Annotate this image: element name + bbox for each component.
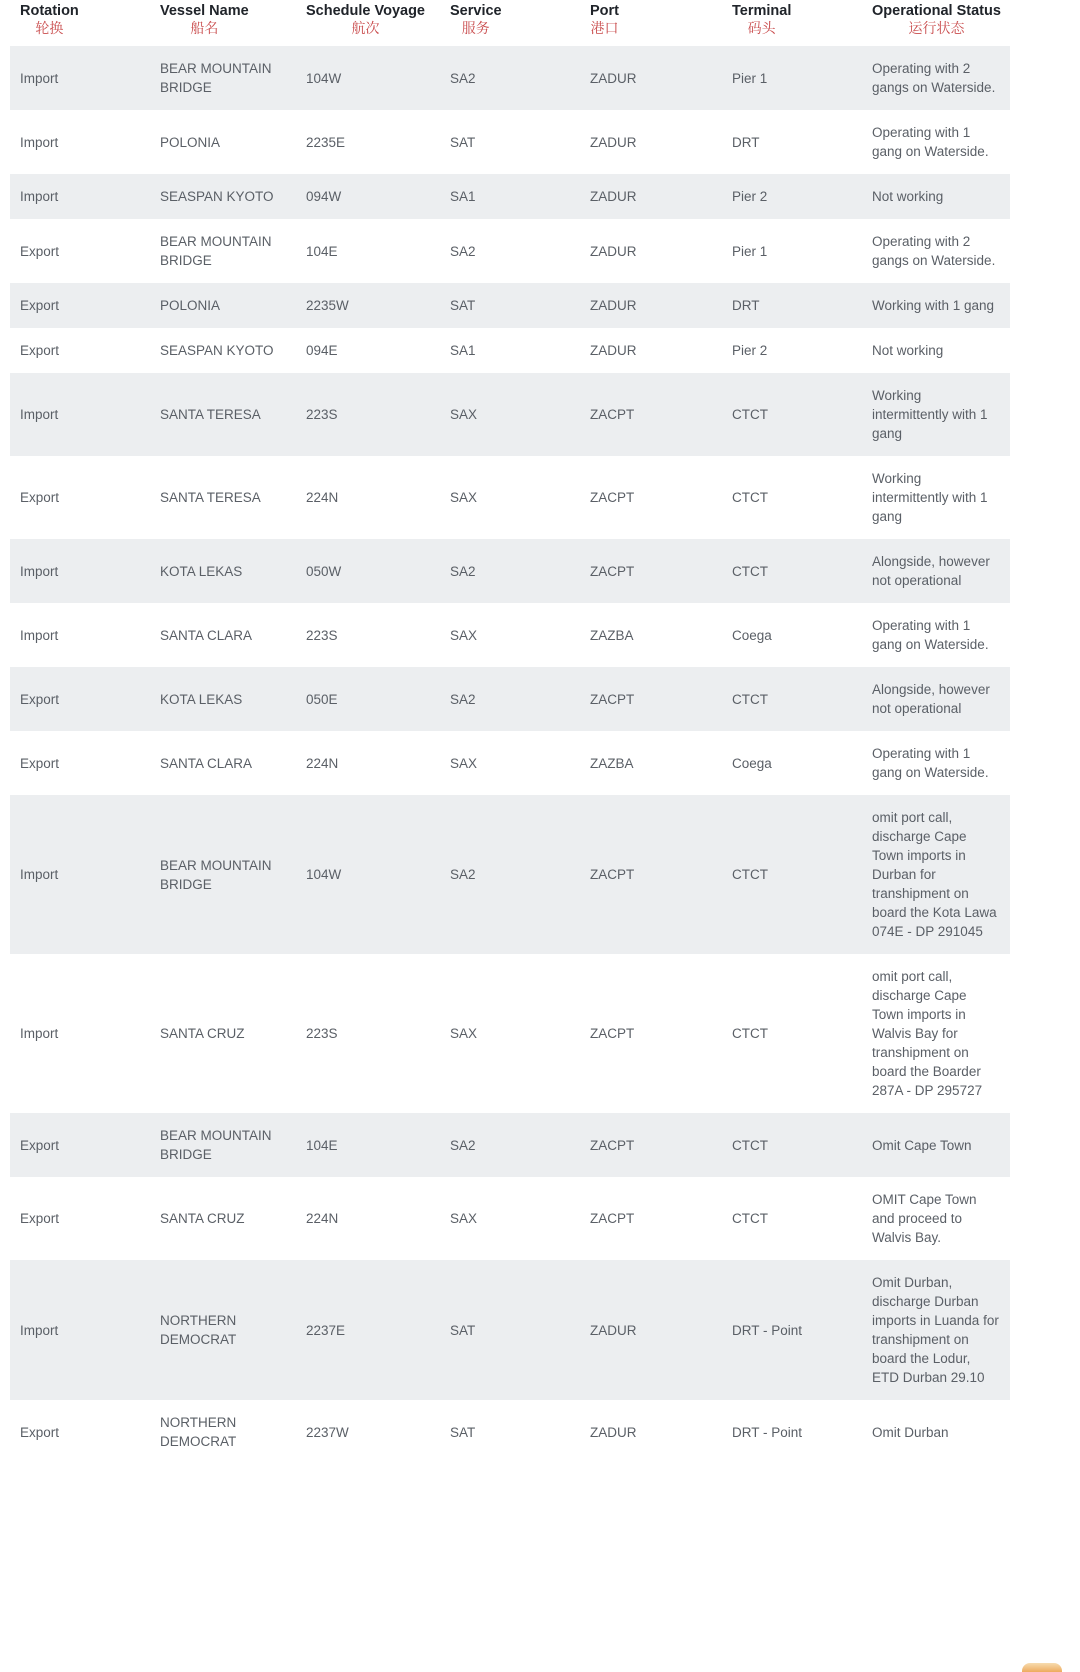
- cell-port: ZADUR: [580, 283, 722, 328]
- column-header-port-zh: 港口: [590, 20, 619, 36]
- cell-voyage: 2237E: [296, 1260, 440, 1400]
- cell-rotation: Export: [10, 283, 150, 328]
- cell-rotation: Import: [10, 603, 150, 667]
- cell-terminal: Coega: [722, 603, 862, 667]
- cell-terminal: DRT: [722, 110, 862, 174]
- cell-service: SAX: [440, 954, 580, 1113]
- column-header-terminal: [722, 2, 862, 44]
- table-header-row: [10, 2, 1010, 44]
- cell-port: ZACPT: [580, 456, 722, 539]
- cell-port: ZACPT: [580, 795, 722, 954]
- cell-terminal: Pier 2: [722, 328, 862, 373]
- cell-rotation: Import: [10, 795, 150, 954]
- cell-vessel: KOTA LEKAS: [150, 667, 296, 731]
- cell-status: Not working: [862, 174, 1010, 219]
- column-header-service-en: Service: [450, 3, 502, 19]
- cell-rotation: Import: [10, 174, 150, 219]
- cell-voyage: 2235W: [296, 283, 440, 328]
- cell-voyage: 2235E: [296, 110, 440, 174]
- cell-port: ZAZBA: [580, 603, 722, 667]
- cell-vessel: SANTA CRUZ: [150, 954, 296, 1113]
- cell-voyage: 223S: [296, 603, 440, 667]
- table-row: [10, 219, 1010, 283]
- cell-terminal: CTCT: [722, 1177, 862, 1260]
- cell-service: SAT: [440, 1400, 580, 1464]
- cell-vessel: SANTA CRUZ: [150, 1177, 296, 1260]
- cell-rotation: Import: [10, 954, 150, 1113]
- cell-status: Not working: [862, 328, 1010, 373]
- bottom-spacer: [0, 1464, 1080, 1584]
- cell-port: ZADUR: [580, 1400, 722, 1464]
- cell-status: Working intermittently with 1 gang: [862, 456, 1010, 539]
- cell-voyage: 104E: [296, 219, 440, 283]
- column-header-schedule-voyage: [296, 2, 440, 44]
- cell-rotation: Export: [10, 1400, 150, 1464]
- cell-rotation: Import: [10, 44, 150, 110]
- column-header-port: [580, 2, 722, 44]
- cell-port: ZACPT: [580, 954, 722, 1113]
- column-header-service-zh: 服务: [461, 20, 490, 36]
- cell-vessel: BEAR MOUNTAIN BRIDGE: [150, 1113, 296, 1177]
- table-row: [10, 1400, 1010, 1464]
- column-header-vessel-name: [150, 2, 296, 44]
- cell-vessel: SANTA CLARA: [150, 731, 296, 795]
- cell-service: SAX: [440, 603, 580, 667]
- table-row: [10, 1177, 1010, 1260]
- cell-status: Omit Cape Town: [862, 1113, 1010, 1177]
- table-header: [10, 2, 1010, 44]
- column-header-rotation-zh: 轮换: [35, 20, 64, 36]
- cell-terminal: DRT: [722, 283, 862, 328]
- cell-rotation: Export: [10, 1113, 150, 1177]
- cell-status: Operating with 2 gangs on Waterside.: [862, 219, 1010, 283]
- cell-port: ZADUR: [580, 174, 722, 219]
- column-header-rotation-en: Rotation: [20, 3, 79, 19]
- vessel-status-table-wrap: [10, 0, 1010, 1464]
- cell-terminal: Pier 1: [722, 219, 862, 283]
- table-row: [10, 456, 1010, 539]
- cell-status: Operating with 2 gangs on Waterside.: [862, 44, 1010, 110]
- cell-terminal: CTCT: [722, 456, 862, 539]
- table-row: [10, 110, 1010, 174]
- cell-rotation: Export: [10, 456, 150, 539]
- cell-service: SAX: [440, 373, 580, 456]
- cell-terminal: CTCT: [722, 539, 862, 603]
- cell-status: Omit Durban: [862, 1400, 1010, 1464]
- cell-rotation: Import: [10, 539, 150, 603]
- cell-port: ZADUR: [580, 328, 722, 373]
- table-row: [10, 539, 1010, 603]
- cell-voyage: 104W: [296, 795, 440, 954]
- cell-status: Operating with 1 gang on Waterside.: [862, 603, 1010, 667]
- cell-terminal: DRT - Point: [722, 1400, 862, 1464]
- table-row: [10, 1113, 1010, 1177]
- table-row: [10, 328, 1010, 373]
- cell-vessel: POLONIA: [150, 110, 296, 174]
- table-row: [10, 795, 1010, 954]
- cell-rotation: Export: [10, 667, 150, 731]
- table-row: [10, 954, 1010, 1113]
- column-header-port-en: Port: [590, 3, 619, 19]
- cell-vessel: BEAR MOUNTAIN BRIDGE: [150, 219, 296, 283]
- column-header-operational-status-en: Operational Status: [872, 3, 1001, 19]
- column-header-rotation: [10, 2, 150, 44]
- cell-service: SAT: [440, 283, 580, 328]
- column-header-vessel-name-en: Vessel Name: [160, 3, 249, 19]
- cell-rotation: Export: [10, 219, 150, 283]
- cell-status: omit port call, discharge Cape Town imports in Durban for transhipment on board the Kota Lawa 074E - DP 291045: [862, 795, 1010, 954]
- column-header-operational-status-zh: 运行状态: [908, 20, 965, 36]
- cell-port: ZACPT: [580, 1113, 722, 1177]
- cell-status: Operating with 1 gang on Waterside.: [862, 110, 1010, 174]
- cell-vessel: POLONIA: [150, 283, 296, 328]
- table-row: [10, 44, 1010, 110]
- cell-status: OMIT Cape Town and proceed to Walvis Bay.: [862, 1177, 1010, 1260]
- cell-service: SA2: [440, 667, 580, 731]
- cell-service: SAX: [440, 731, 580, 795]
- cell-port: ZACPT: [580, 373, 722, 456]
- cell-service: SA1: [440, 328, 580, 373]
- cell-voyage: 223S: [296, 954, 440, 1113]
- table-row: [10, 667, 1010, 731]
- cell-terminal: DRT - Point: [722, 1260, 862, 1400]
- cell-vessel: SANTA TERESA: [150, 373, 296, 456]
- cell-terminal: CTCT: [722, 795, 862, 954]
- cell-service: SA1: [440, 174, 580, 219]
- table-row: [10, 1260, 1010, 1400]
- cell-voyage: 104E: [296, 1113, 440, 1177]
- cell-service: SA2: [440, 44, 580, 110]
- cell-vessel: SANTA TERESA: [150, 456, 296, 539]
- cell-service: SAT: [440, 1260, 580, 1400]
- cell-voyage: 223S: [296, 373, 440, 456]
- cell-service: SAX: [440, 456, 580, 539]
- cell-voyage: 094E: [296, 328, 440, 373]
- cell-service: SA2: [440, 539, 580, 603]
- column-header-schedule-voyage-zh: 航次: [351, 20, 380, 36]
- cell-vessel: SANTA CLARA: [150, 603, 296, 667]
- column-header-terminal-zh: 码头: [747, 20, 776, 36]
- cell-voyage: 094W: [296, 174, 440, 219]
- cell-vessel: SEASPAN KYOTO: [150, 328, 296, 373]
- cell-terminal: Pier 2: [722, 174, 862, 219]
- cell-voyage: 224N: [296, 1177, 440, 1260]
- cell-port: ZAZBA: [580, 731, 722, 795]
- cell-status: Operating with 1 gang on Waterside.: [862, 731, 1010, 795]
- cell-vessel: BEAR MOUNTAIN BRIDGE: [150, 795, 296, 954]
- cell-voyage: 050W: [296, 539, 440, 603]
- cell-status: Alongside, however not operational: [862, 539, 1010, 603]
- cell-port: ZACPT: [580, 539, 722, 603]
- cell-port: ZADUR: [580, 44, 722, 110]
- cell-voyage: 2237W: [296, 1400, 440, 1464]
- cell-rotation: Export: [10, 328, 150, 373]
- cell-service: SA2: [440, 795, 580, 954]
- cell-service: SAT: [440, 110, 580, 174]
- column-header-schedule-voyage-en: Schedule Voyage: [306, 3, 425, 19]
- cell-vessel: KOTA LEKAS: [150, 539, 296, 603]
- column-header-vessel-name-zh: 船名: [190, 20, 219, 36]
- cell-terminal: CTCT: [722, 954, 862, 1113]
- cell-rotation: Import: [10, 110, 150, 174]
- cell-service: SAX: [440, 1177, 580, 1260]
- cell-rotation: Export: [10, 1177, 150, 1260]
- table-body: [10, 44, 1010, 1464]
- cell-service: SA2: [440, 1113, 580, 1177]
- cell-port: ZADUR: [580, 1260, 722, 1400]
- table-row: [10, 731, 1010, 795]
- cell-service: SA2: [440, 219, 580, 283]
- cell-rotation: Export: [10, 731, 150, 795]
- cell-vessel: BEAR MOUNTAIN BRIDGE: [150, 44, 296, 110]
- cell-vessel: SEASPAN KYOTO: [150, 174, 296, 219]
- cell-terminal: Pier 1: [722, 44, 862, 110]
- cell-vessel: NORTHERN DEMOCRAT: [150, 1400, 296, 1464]
- table-row: [10, 174, 1010, 219]
- cell-rotation: Import: [10, 373, 150, 456]
- cell-port: ZADUR: [580, 219, 722, 283]
- cell-voyage: 104W: [296, 44, 440, 110]
- cell-status: Omit Durban, discharge Durban imports in Luanda for transhipment on board the Lodur, ETD Durban 29.10: [862, 1260, 1010, 1400]
- cell-terminal: CTCT: [722, 667, 862, 731]
- cell-voyage: 224N: [296, 731, 440, 795]
- cell-terminal: CTCT: [722, 1113, 862, 1177]
- table-row: [10, 373, 1010, 456]
- cell-vessel: NORTHERN DEMOCRAT: [150, 1260, 296, 1400]
- cell-status: Working intermittently with 1 gang: [862, 373, 1010, 456]
- cell-port: ZACPT: [580, 667, 722, 731]
- cell-status: Alongside, however not operational: [862, 667, 1010, 731]
- cell-voyage: 224N: [296, 456, 440, 539]
- back-to-top-button[interactable]: [1022, 1663, 1062, 1672]
- table-row: [10, 603, 1010, 667]
- cell-status: omit port call, discharge Cape Town imports in Walvis Bay for transhipment on board the Boarder 287A - DP 295727: [862, 954, 1010, 1113]
- cell-terminal: Coega: [722, 731, 862, 795]
- cell-port: ZACPT: [580, 1177, 722, 1260]
- column-header-terminal-en: Terminal: [732, 3, 792, 19]
- column-header-service: [440, 2, 580, 44]
- table-row: [10, 283, 1010, 328]
- cell-terminal: CTCT: [722, 373, 862, 456]
- column-header-operational-status: [862, 2, 1010, 44]
- cell-voyage: 050E: [296, 667, 440, 731]
- cell-status: Working with 1 gang: [862, 283, 1010, 328]
- vessel-status-table: [10, 2, 1010, 1464]
- cell-rotation: Import: [10, 1260, 150, 1400]
- cell-port: ZADUR: [580, 110, 722, 174]
